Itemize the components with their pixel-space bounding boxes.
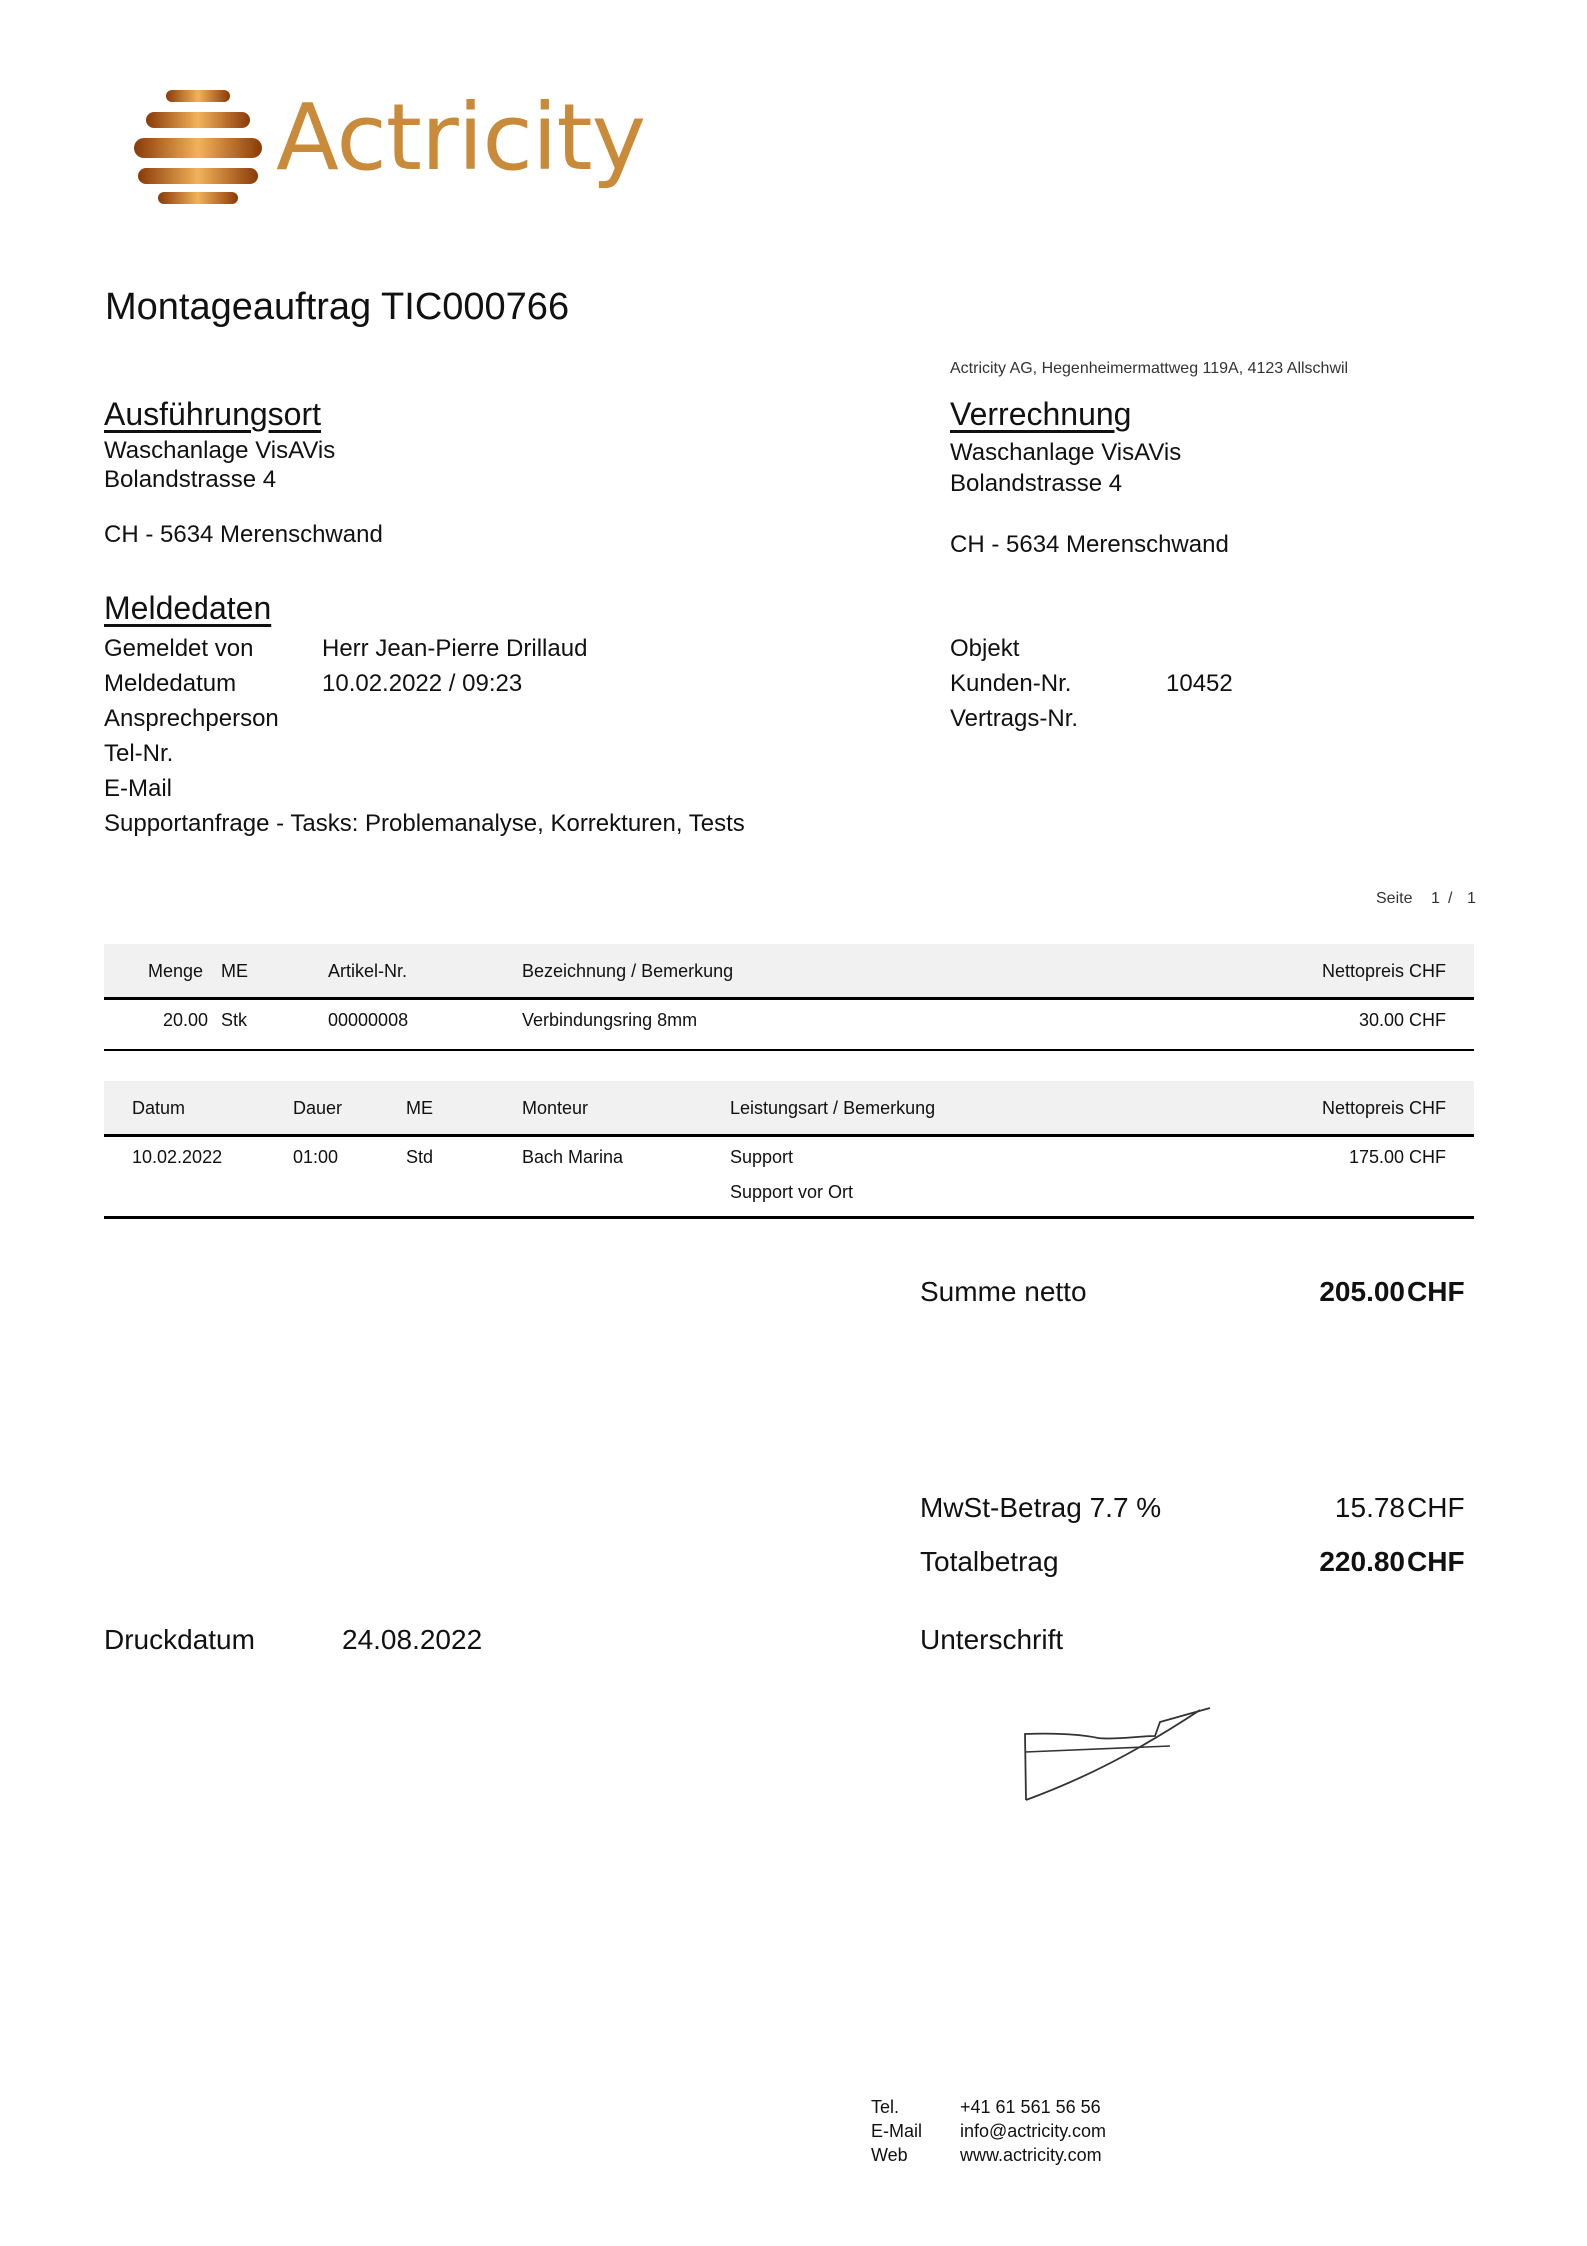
signature-icon (1020, 1700, 1220, 1810)
summe-netto-label: Summe netto (920, 1276, 1087, 1307)
druckdatum-label: Druckdatum (104, 1624, 255, 1655)
verrechnung-line2: Bolandstrasse 4 (950, 470, 1123, 497)
articles-bottom-rule (104, 1049, 1474, 1051)
page-current: 1 (1431, 890, 1440, 907)
article-preis: 30.00 CHF (1358, 1010, 1446, 1030)
services-header-rule (104, 1134, 1474, 1137)
col-monteur: Monteur (522, 1098, 589, 1118)
logo-sphere-icon (128, 82, 268, 222)
verrechnung-heading: Verrechnung (950, 396, 1132, 432)
meldedatum-value: 10.02.2022 / 09:23 (322, 670, 523, 697)
gemeldet-label: Gemeldet von (104, 635, 254, 662)
articles-header-rule (104, 997, 1474, 1000)
mwst-currency: CHF (1407, 1492, 1465, 1523)
kunden-nr-label: Kunden-Nr. (950, 670, 1072, 697)
logo-wordmark: Actricity (276, 84, 646, 191)
page-label: Seite (1376, 890, 1413, 907)
col-datum: Datum (132, 1098, 186, 1118)
totalbetrag-currency: CHF (1407, 1546, 1465, 1577)
tel-label: Tel-Nr. (104, 740, 174, 767)
service-datum: 10.02.2022 (132, 1147, 223, 1167)
footer-tel-label: Tel. (871, 2097, 900, 2117)
page-total: 1 (1467, 890, 1476, 907)
footer-web-label: Web (871, 2145, 908, 2165)
service-dauer: 01:00 (293, 1147, 339, 1167)
col-me: ME (221, 961, 248, 981)
footer-email-value[interactable]: info@actricity.com (960, 2121, 1106, 2141)
article-bezeichnung: Verbindungsring 8mm (522, 1010, 698, 1030)
vertrags-nr-label: Vertrags-Nr. (950, 705, 1079, 732)
ausfuehrungsort-line1: Waschanlage VisAVis (104, 437, 336, 464)
article-me: Stk (221, 1010, 248, 1030)
ansprechperson-label: Ansprechperson (104, 705, 279, 732)
verrechnung-line3: CH - 5634 Merenschwand (950, 531, 1229, 558)
col-nettopreis-service: Nettopreis CHF (1321, 1098, 1446, 1118)
email-label: E-Mail (104, 775, 173, 802)
col-dauer: Dauer (293, 1098, 343, 1118)
meldedatum-label: Meldedatum (104, 670, 237, 697)
article-menge: 20.00 (162, 1010, 208, 1030)
summe-netto-value: 205.00 (1319, 1276, 1405, 1307)
meldedaten-heading: Meldedaten (104, 590, 272, 626)
service-monteur: Bach Marina (522, 1147, 624, 1167)
footer-tel-value: +41 61 561 56 56 (960, 2097, 1101, 2117)
company-logo (128, 82, 646, 232)
druckdatum-value: 24.08.2022 (342, 1624, 483, 1655)
services-bottom-rule (104, 1216, 1474, 1219)
ausfuehrungsort-heading: Ausführungsort (104, 396, 322, 432)
col-me-service: ME (406, 1098, 433, 1118)
article-nr: 00000008 (328, 1010, 409, 1030)
mwst-label: MwSt-Betrag 7.7 % (920, 1492, 1162, 1523)
ausfuehrungsort-line3: CH - 5634 Merenschwand (104, 521, 383, 548)
col-leistungsart: Leistungsart / Bemerkung (730, 1098, 936, 1118)
service-me: Std (406, 1147, 434, 1167)
verrechnung-line1: Waschanlage VisAVis (950, 439, 1182, 466)
summe-netto-currency: CHF (1407, 1276, 1465, 1307)
gemeldet-value: Herr Jean-Pierre Drillaud (322, 635, 588, 662)
col-artikel: Artikel-Nr. (328, 961, 408, 981)
mwst-value: 15.78 (1334, 1492, 1405, 1523)
support-description: Supportanfrage - Tasks: Problemanalyse, Korrekturen, Tests (104, 810, 745, 837)
col-bezeichnung: Bezeichnung / Bemerkung (522, 961, 734, 981)
col-menge: Menge (148, 961, 204, 981)
unterschrift-label: Unterschrift (920, 1624, 1064, 1655)
totalbetrag-label: Totalbetrag (920, 1546, 1059, 1577)
footer-web-value[interactable]: www.actricity.com (960, 2145, 1102, 2165)
objekt-label: Objekt (950, 635, 1020, 662)
service-preis: 175.00 CHF (1348, 1147, 1446, 1167)
service-leistungsart: Support (730, 1147, 794, 1167)
footer-email-label: E-Mail (871, 2121, 923, 2141)
service-bemerkung: Support vor Ort (730, 1182, 854, 1202)
page-title: Montageauftrag TIC000766 (105, 286, 570, 328)
sender-line: Actricity AG, Hegenheimermattweg 119A, 4123 Allschwil (950, 360, 1349, 377)
col-nettopreis: Nettopreis CHF (1321, 961, 1446, 981)
kunden-nr-value: 10452 (1166, 670, 1233, 697)
ausfuehrungsort-line2: Bolandstrasse 4 (104, 466, 277, 493)
page-separator: / (1448, 890, 1453, 907)
totalbetrag-value: 220.80 (1319, 1546, 1405, 1577)
